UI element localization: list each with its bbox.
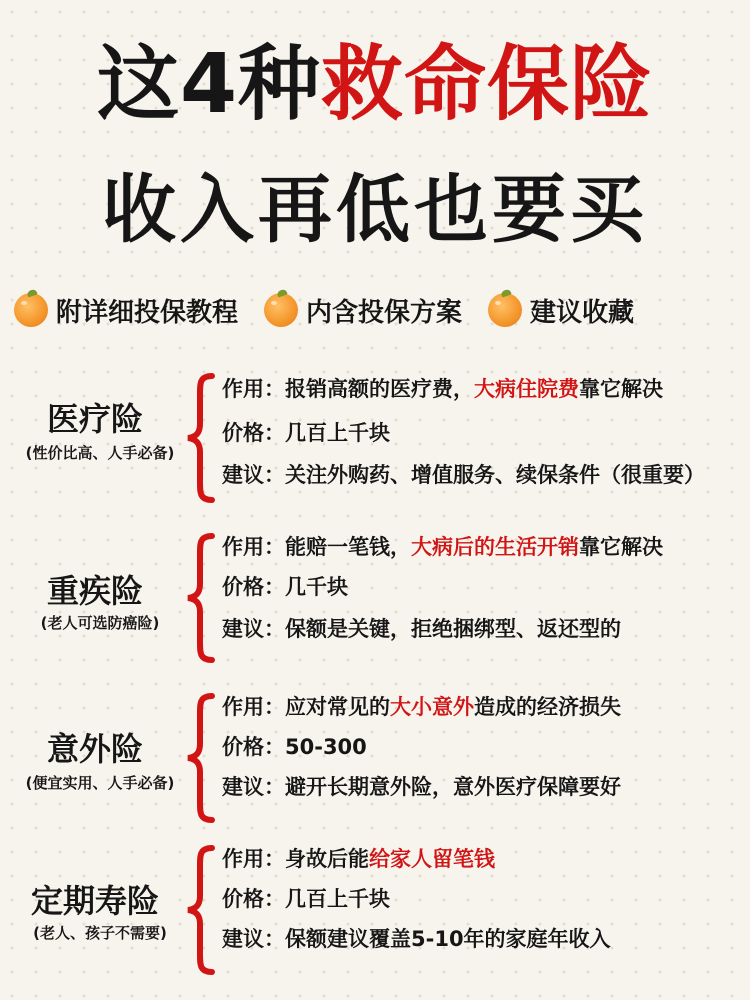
row-function: 作用：报销高额的医疗费，大病住院费靠它解决 (222, 377, 663, 401)
brace-icon (184, 532, 218, 664)
orange-icon (488, 293, 522, 327)
orange-icon (14, 293, 48, 327)
main-title (0, 30, 750, 140)
title-part-red: 救命保险 (321, 37, 654, 132)
row-price: 价格：几百上千块 (222, 887, 390, 911)
section-term-life (0, 844, 750, 984)
insurance-note: (便宜实用、人手必备) (25, 774, 175, 792)
row-advice: 建议：保额建议覆盖5-10年的家庭年收入 (222, 927, 611, 951)
title-part-black: 这4种 (96, 37, 322, 132)
insurance-name: 定期寿险 (30, 882, 159, 920)
row-price: 价格：50-300 (222, 735, 367, 759)
brace-icon (184, 372, 218, 504)
tag-label: 附详细投保教程 (56, 297, 239, 328)
tag-collect (488, 292, 634, 329)
insurance-name: 重疾险 (46, 572, 143, 610)
tag-tutorial (14, 292, 238, 329)
insurance-note: (老人可选防癌险) (40, 614, 160, 632)
insurance-note: (性价比高、人手必备) (25, 444, 175, 462)
row-price: 价格：几千块 (222, 575, 348, 599)
row-advice: 建议：保额是关键，拒绝捆绑型、返还型的 (222, 617, 621, 641)
section-accident (0, 692, 750, 832)
row-function: 作用：应对常见的大小意外造成的经济损失 (222, 695, 621, 719)
row-function: 作用：能赔一笔钱，大病后的生活开销靠它解决 (222, 535, 663, 559)
row-advice: 建议：避开长期意外险，意外医疗保障要好 (222, 775, 621, 799)
insurance-name: 意外险 (46, 730, 143, 768)
subtitle: 收入再低也要买 (102, 167, 648, 253)
tag-label: 建议收藏 (530, 297, 635, 328)
brace-icon (184, 692, 218, 824)
tag-plan (264, 292, 462, 329)
row-function: 作用：身故后能给家人留笔钱 (222, 847, 495, 871)
section-medical (0, 372, 750, 512)
tag-label: 内含投保方案 (306, 297, 463, 328)
insurance-name: 医疗险 (46, 400, 143, 438)
row-price: 价格：几百上千块 (222, 421, 390, 445)
orange-icon (264, 293, 298, 327)
section-critical-illness (0, 532, 750, 672)
row-advice: 建议：关注外购药、增值服务、续保条件（很重要） (222, 463, 705, 487)
insurance-note: (老人、孩子不需要) (33, 924, 167, 942)
brace-icon (184, 844, 218, 976)
tag-bar (14, 286, 744, 334)
